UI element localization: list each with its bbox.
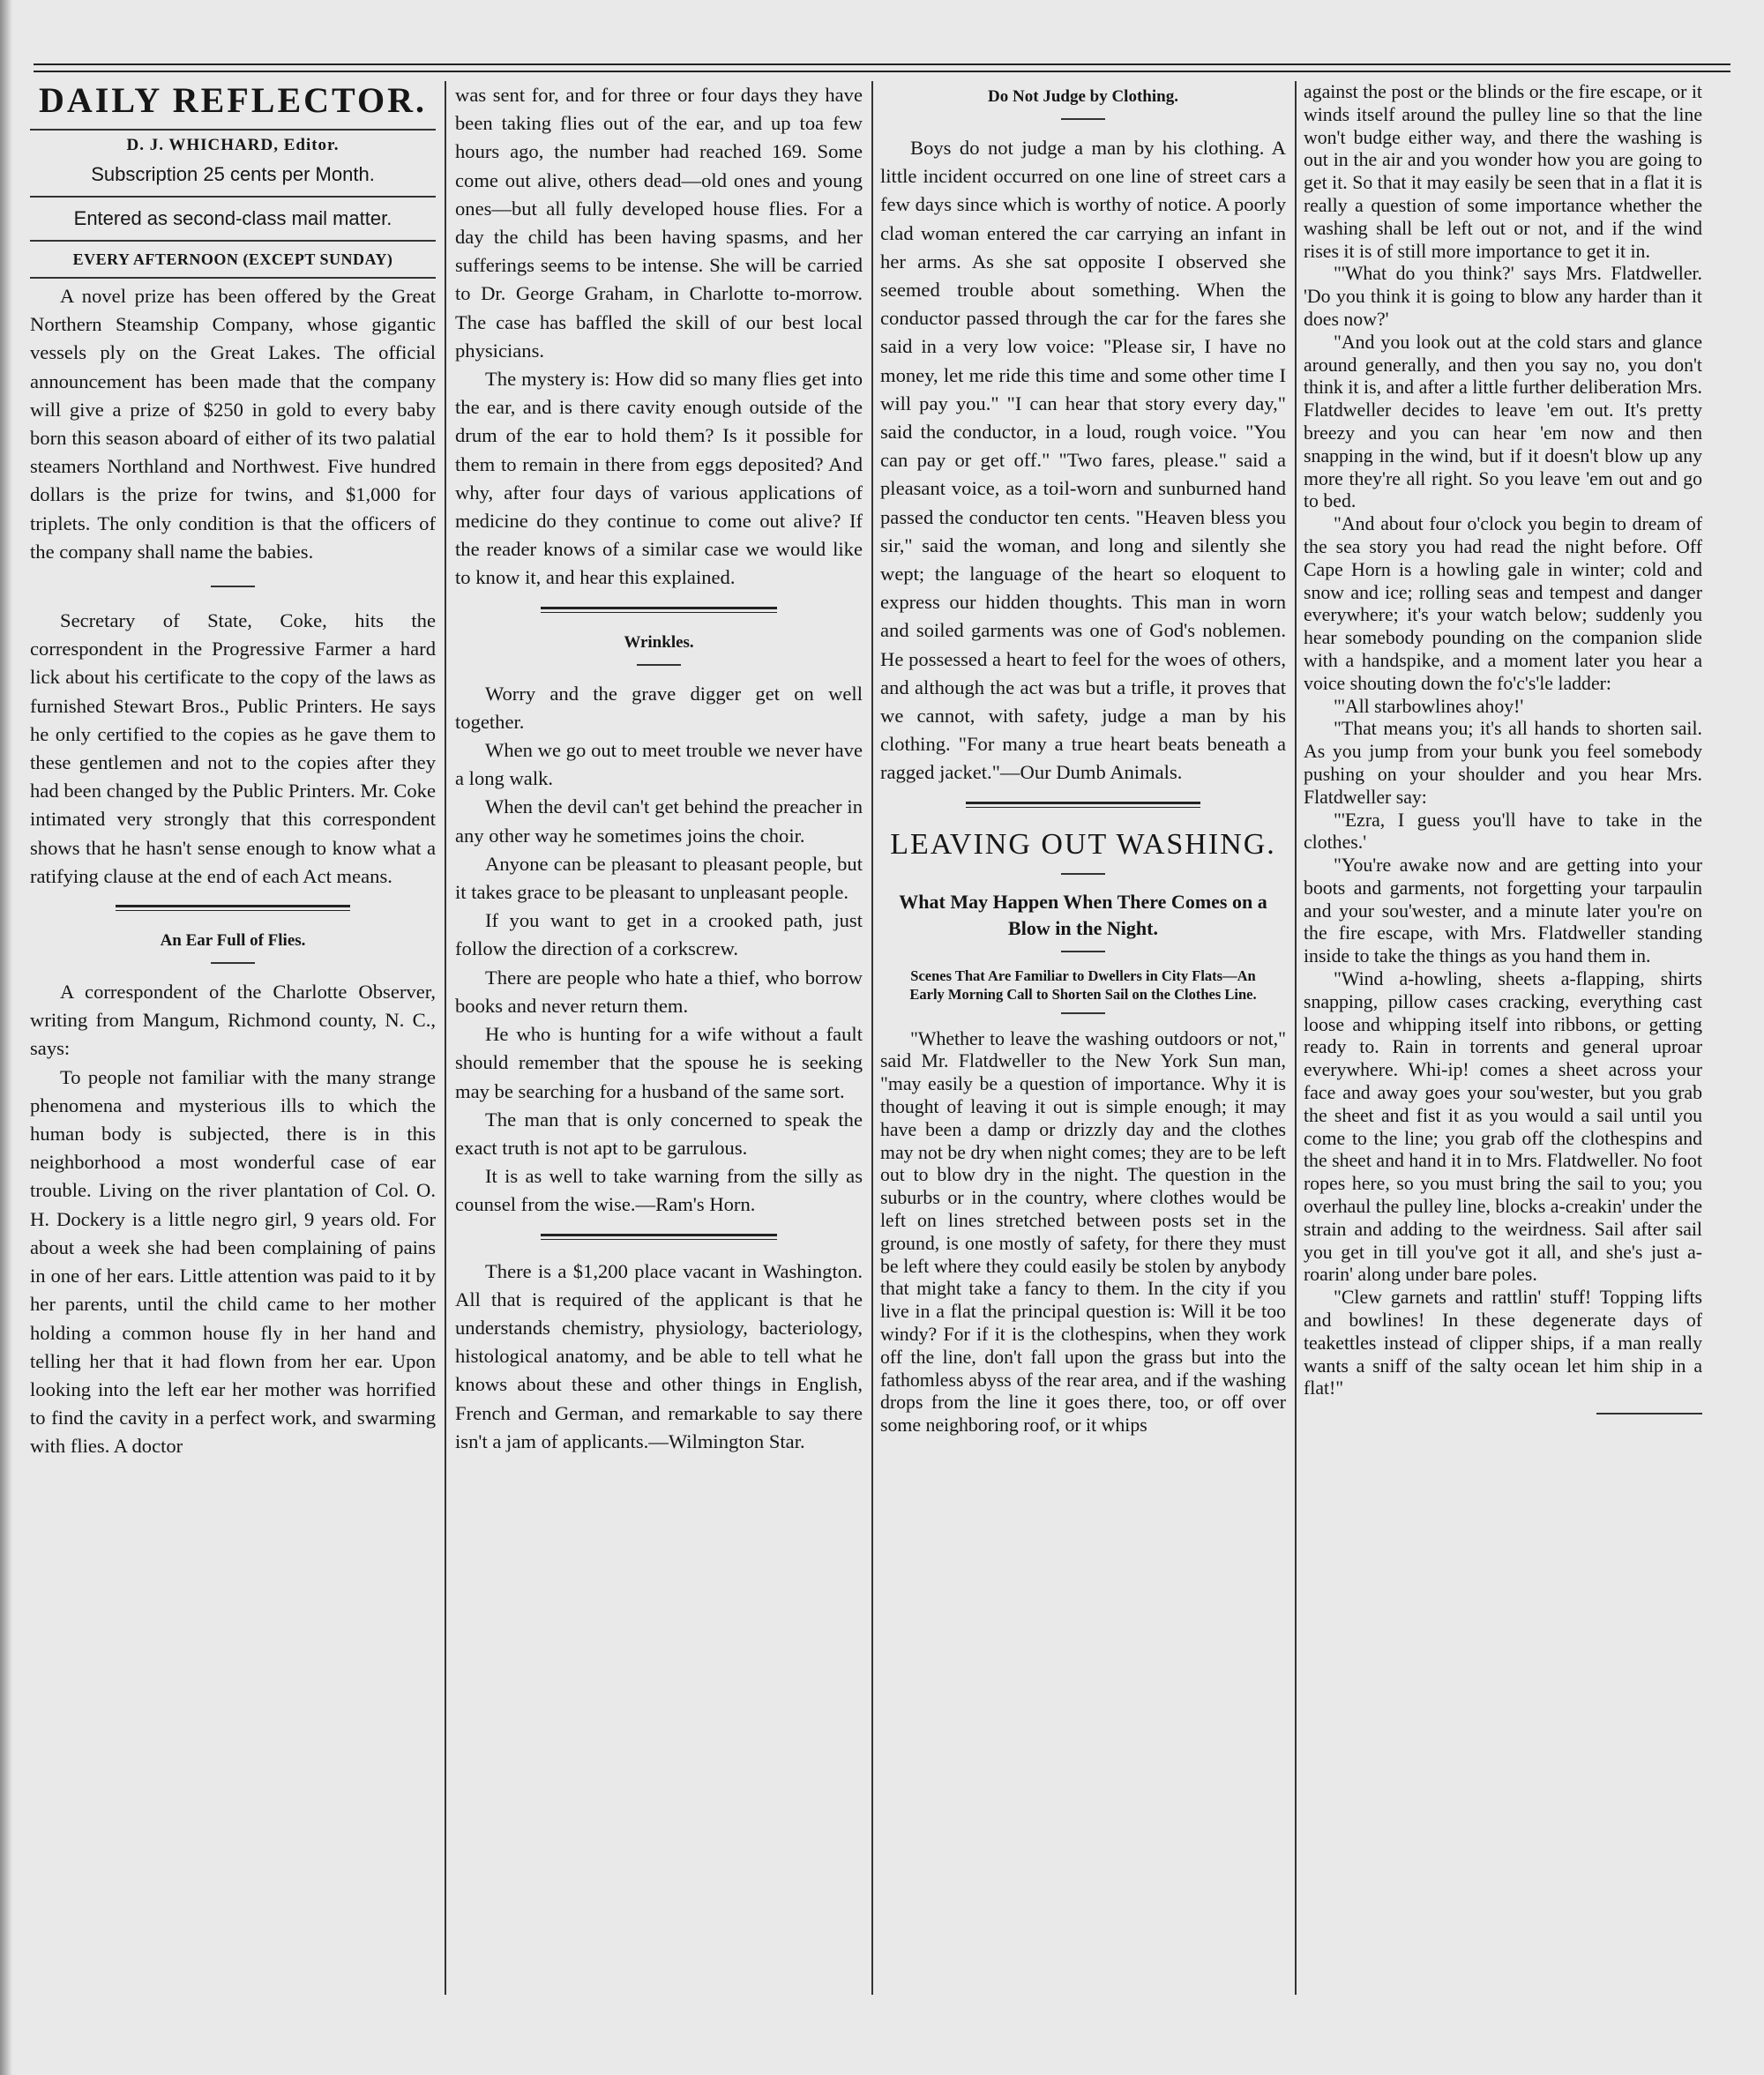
article-ear-mystery: The mystery is: How did so many flies get into the ear, and is there cavity enough outside of the drum of the ear to hold them? Is it possible for them to remain in there from eggs deposited? And why, after four days of various applications of medicine do they continue to come out alive? If the reader knows of a similar case we would like to know it, and hear this explained. — [455, 368, 863, 589]
article-ear-intro: A correspondent of the Charlotte Observer, writing from Mangum, Richmond county, N. C., says: — [30, 981, 436, 1060]
heading-washing: LEAVING OUT WASHING. — [890, 827, 1276, 861]
column-1 — [30, 81, 436, 1461]
article-washing-part4: "And you look out at the cold stars and glance around generally, and then you say no, you don't think it is, and after a little further deliberation Mrs. Flatdweller decides to leave 'em out. It's pretty breezy and you can hear 'em now and then snapping in the wind, but if it doesn't blow up any more they're all right. So you leave 'em out and go to bed. — [1304, 331, 1702, 512]
article-washing-part6: "'All starbowlines ahoy!' — [1334, 695, 1524, 717]
wrinkle-item: It is as well to take warning from the silly as counsel from the wise.—Ram's Horn. — [455, 1165, 863, 1216]
article-washing-part3: "'What do you think?' says Mrs. Flatdweller. 'Do you think it is going to blow any harder than it does now?' — [1304, 263, 1702, 330]
article-washing-part10: "Wind a-howling, sheets a-flapping, shirts snapping, pillow cases cracking, everything cast loose and whipping itself into ribbons, or getting ready to. Rain in torrents and general uproar everywhere. Whi-ip! comes a sheet across your face and away goes your sou'wester, but you grab the sheet and fist it as you would a sail until you come to the line; you grab off the clothespins and the sheet and hand it in to Mrs. Flatdweller. No foot ropes here, so you must bring the sail to you; you overhaul the pulley line, blocks a-creakin' under the strain and adding to the weirdness. Sail after sail you get in till you've got it all, and she's just a-roarin' along under bare poles. — [1304, 968, 1702, 1286]
masthead-rule-2 — [30, 196, 436, 198]
heading-wrinkles: Wrinkles. — [624, 632, 694, 652]
end-rule — [1596, 1413, 1702, 1414]
wrinkle-item: The man that is only concerned to speak the exact truth is not apt to be garrulous. — [455, 1108, 863, 1159]
masthead-subscription: Subscription 25 cents per Month. — [91, 163, 375, 185]
article-washing-part11: "Clew garnets and rattlin' stuff! Topping lifts and bowlines! In these degenerate days of teakettles instead of clipper ships, if a man really wants a sniff of the salty ocean let him ship in a flat!" — [1304, 1287, 1702, 1400]
article-washing-part8: "'Ezra, I guess you'll have to take in the clothes.' — [1304, 809, 1702, 854]
masthead-editor: D. J. WHICHARD, Editor. — [126, 136, 340, 154]
column-divider-3 — [1295, 81, 1297, 1995]
wrinkle-item: Anyone can be pleasant to pleasant people, but it takes grace to be pleasant to unpleasant people. — [455, 852, 863, 904]
separator-dash — [211, 962, 255, 964]
subheading-washing: What May Happen When There Comes on a Blow in the Night. — [899, 890, 1267, 939]
separator-double-rule — [541, 1234, 777, 1240]
separator-double-rule — [541, 607, 777, 613]
column-3 — [880, 81, 1286, 1437]
top-rule-1 — [34, 63, 1730, 65]
separator-dash — [1061, 873, 1105, 875]
article-washing-part1: "Whether to leave the washing outdoors or not," said Mr. Flatdweller to the New York Sun man, "may easily be a question of importance. Why it is thought of leaving it out is simple enough; it may have been a damp or drizzly day and the clothes may not be dry when night comes; they are to be left out to blow dry in the night. The question in the suburbs or in the country, where clothes would be left on lines stretched between posts set in the ground, is one mostly of safety, for there they must be left where they could easily be stolen by anybody that might take a fancy to them. In the city if you live in a flat the principal question is: Will it be too windy? For if it is the clothespins, when they work off the line, don't fall upon the grass but into the fathomless abyss of the rear area, and if the washing drops from the line it goes there, too, or off over some neighboring roof, or it whips — [880, 1027, 1286, 1437]
article-washing-part5: "And about four o'clock you begin to dream of the sea story you had read the night before. Off Cape Horn is a howling gale in winter; cold and snow and ice; rolling seas and tempest and danger everywhere; it's your watch below; suddenly you hear somebody pounding on the companion slide with a handspike, and a moment later you hear a voice shouting down the fo'c's'le ladder: — [1304, 513, 1702, 694]
separator-double-rule — [116, 905, 351, 911]
masthead-schedule: EVERY AFTERNOON (EXCEPT SUNDAY) — [72, 250, 393, 268]
wrinkle-item: He who is hunting for a wife without a fault should remember that the spouse he is seeking may be searching for a husband of the same sort. — [455, 1023, 863, 1102]
wrinkle-item: There are people who hate a thief, who borrow books and never return them. — [455, 966, 863, 1017]
masthead-rule-3 — [30, 240, 436, 242]
article-washing-part2: against the post or the blinds or the fire escape, or it winds itself around the pulley line so that the line won't budge either way, and there the washing is out in the air and you wonder how you are going to get it. So that it may easily be seen that in a flat it is really a question of some importance whether the washing shall be left out or not, and if the wind rises it is of still more importance to get it in. — [1304, 81, 1702, 262]
wrinkle-item: When the devil can't get behind the preacher in any other way he sometimes joins the choir. — [455, 795, 863, 847]
column-2 — [455, 81, 863, 1456]
deck-washing: Scenes That Are Familiar to Dwellers in City Flats—An Early Morning Call to Shorten Sail on the Clothes Line. — [909, 967, 1257, 1003]
heading-ear: An Ear Full of Flies. — [160, 931, 306, 951]
article-washing-part9: "You're awake now and are getting into your boots and garments, not forgetting your tarpaulin and your sou'wester, and a minute later you're on the fire escape, with Mrs. Flatdweller standing inside to take the things as you hand them in. — [1304, 855, 1702, 967]
separator-dash — [1061, 951, 1105, 952]
article-prize: A novel prize has been offered by the Great Northern Steamship Company, whose gigantic vessels ply on the Great Lakes. The official announcement has been made that the company will give a prize of $250 in gold to every baby born this season aboard of either of its two palatial steamers Northland and Northwest. Five hundred dollars is the prize for twins, and $1,000 for triplets. The only condition is that the officers of the company shall name the babies. — [30, 285, 436, 563]
separator-dash — [1061, 118, 1105, 120]
article-ear-body: To people not familiar with the many strange phenomena and mysterious ills to which the human body is subjected, there is in this neighborhood a most wonderful case of ear trouble. Living on the river plantation of Col. O. H. Dockery is a little negro girl, 9 years old. For about a week she had been complaining of pains in one of her ears. Little attention was paid to it by her parents, until the child came to her mother holding a common house fly in her hand and telling her that it had flown from her ear. Upon looking into the left ear her mother was horrified to find the cavity in a perfect work, and swarming with flies. A doctor — [30, 1065, 436, 1458]
masthead-title: DAILY REFLECTOR. — [39, 80, 427, 120]
column-4 — [1304, 81, 1702, 1414]
wrinkle-item: If you want to get in a crooked path, just follow the direction of a corkscrew. — [455, 909, 863, 960]
column-divider-1 — [445, 81, 446, 1995]
masthead-rule — [30, 129, 436, 131]
separator-dash — [211, 586, 255, 587]
article-coke: Secretary of State, Coke, hits the correspondent in the Progressive Farmer a hard lick about his certificate to the copy of the laws as furnished Stewart Bros., Public Printers. He says he only certified to the copies as he gave them to these gentlemen and not to the copies after they had been changed by the Public Printers. Mr. Coke intimated very strongly that this correspondent shows that he hasn't sense enough to know what a ratifying clause at the end of each Act means. — [30, 609, 436, 887]
separator-dash — [1061, 1012, 1105, 1014]
masthead-entered: Entered as second-class mail matter. — [73, 207, 392, 229]
heading-clothing: Do Not Judge by Clothing. — [988, 87, 1178, 106]
article-washington: There is a $1,200 place vacant in Washington. All that is required of the applicant is that he understands chemistry, physiology, bacteriology, histological anatomy, and be able to tell what he knows about these and other things in English, French and German, and remarkable to say there isn't a jam of applicants.—Wilmington Star. — [455, 1259, 863, 1452]
separator-double-rule — [966, 802, 1201, 808]
wrinkle-item: When we go out to meet trouble we never have a long walk. — [455, 739, 863, 790]
page-edge-shadow — [0, 0, 12, 2075]
column-divider-2 — [871, 81, 873, 1995]
article-washing-part7: "That means you; it's all hands to shorten sail. As you jump from your bunk you feel somebody pushing on your shoulder and you hear Mrs. Flatdweller say: — [1304, 718, 1702, 808]
article-ear-continued: was sent for, and for three or four days they have been taking flies out of the ear, and up toa few hours ago, the number had reached 169. Some come out alive, others dead—old ones and young ones—but all fully developed house flies. For a day the child has been having spasms, and her sufferings seems to be intense. She will be carried to Dr. George Graham, in Charlotte to-morrow. The case has baffled the skill of our best local physicians. — [455, 84, 863, 362]
separator-dash — [637, 664, 681, 666]
top-rule-2 — [34, 71, 1730, 72]
masthead-rule-4 — [30, 277, 436, 279]
article-clothing: Boys do not judge a man by his clothing. A little incident occurred on one line of street cars a few days since which is worthy of notice. A poorly clad woman entered the car carrying an infant in her arms. As she sat opposite I observed she seemed trouble about something. When the conductor passed through the car for the fares she said in a very low voice: "Please sir, I have no money, let me ride this time and some other time I will pay you." "I can hear that story every day," said the conductor, in a loud, rough voice. "You can pay or get off." "Two fares, please." said a pleasant voice, as a toil-worn and sunburned hand passed the conductor ten cents. "Heaven bless you sir," said the woman, and long and silently she wept; the language of the heart so eloquent to express our hidden thoughts. This man in worn and soiled garments was one of God's noblemen. He possessed a heart to feel for the woes of others, and although the act was but a trifle, it proves that we cannot, with safety, judge a man by his clothing. "For many a true heart beats beneath a ragged jacket."—Our Dumb Animals. — [880, 137, 1286, 784]
wrinkle-item: Worry and the grave digger get on well together. — [455, 682, 863, 733]
